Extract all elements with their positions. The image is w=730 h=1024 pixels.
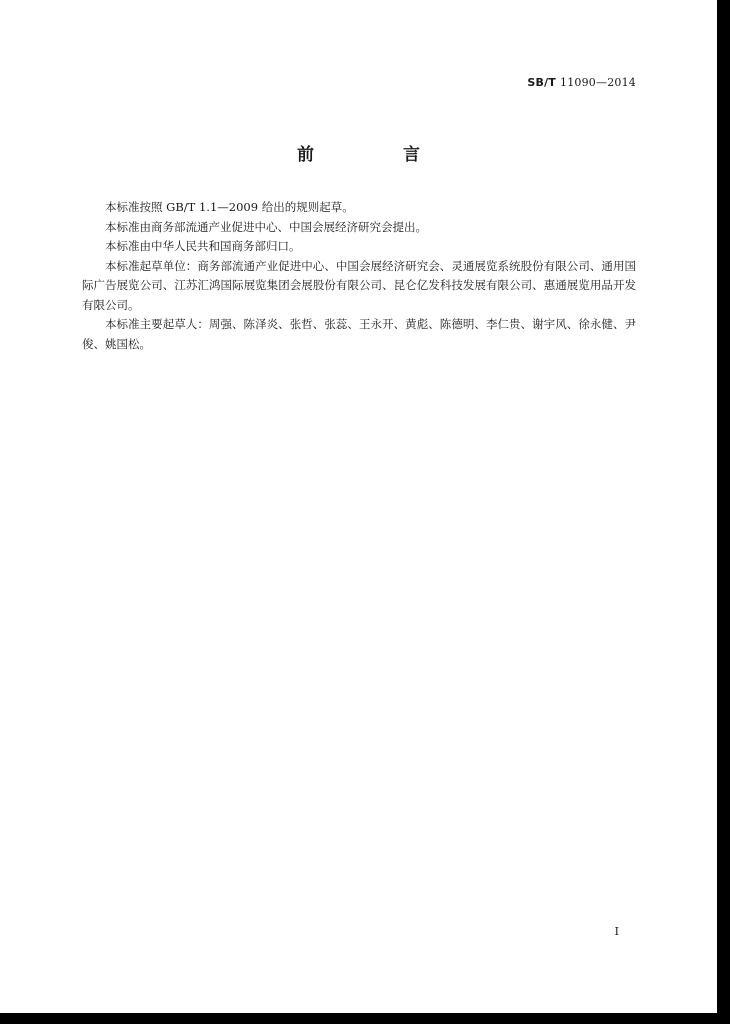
paragraph-drafting-rules: 本标准按照 GB/T 1.1—2009 给出的规则起草。	[105, 200, 354, 214]
standard-code	[527, 76, 636, 89]
paragraph-drafters: 本标准主要起草人：周强、陈泽炎、张哲、张蕊、王永开、黄彪、陈德明、李仁贵、谢宇风、徐永健、尹俊、姚国松。	[82, 317, 636, 351]
standard-number: 11090—2014	[560, 76, 636, 89]
paragraph-administrator: 本标准由中华人民共和国商务部归口。	[105, 239, 301, 253]
paragraph-drafting-units: 本标准起草单位：商务部流通产业促进中心、中国会展经济研究会、灵通展览系统股份有限公司、通用国际广告展览公司、江苏汇鸿国际展览集团会展股份有限公司、昆仑亿发科技发展有限公司、惠通展览用品开发有限公司。	[82, 258, 636, 312]
standard-prefix: SB/T	[527, 76, 556, 89]
foreword-body	[82, 198, 636, 354]
paragraph-proposer: 本标准由商务部流通产业促进中心、中国会展经济研究会提出。	[105, 219, 427, 234]
page-number: I	[614, 925, 619, 938]
page-title: 前 言	[297, 145, 456, 165]
